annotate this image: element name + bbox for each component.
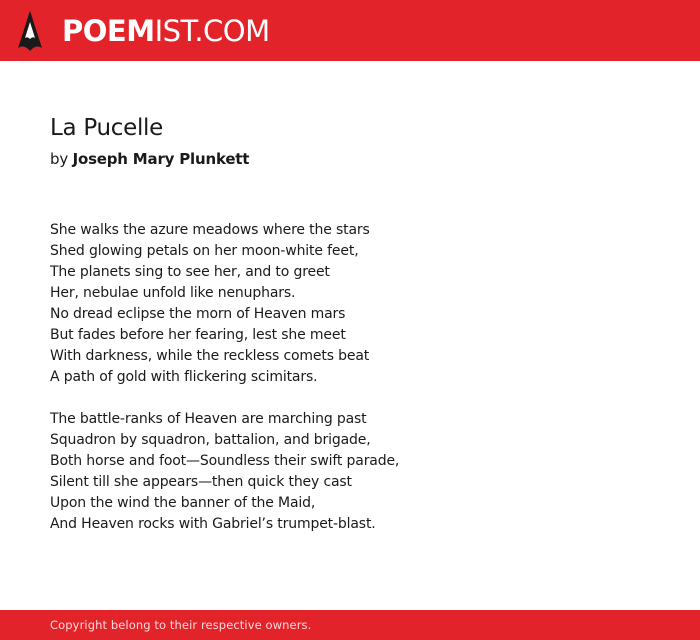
poem-line: With darkness, while the reckless comets beat bbox=[50, 348, 370, 364]
site-logo[interactable] bbox=[62, 12, 270, 50]
poem-line: But fades before her fearing, lest she meet bbox=[50, 327, 346, 343]
site-footer bbox=[0, 610, 700, 640]
pencil-icon[interactable] bbox=[17, 10, 43, 52]
poem-line: Shed glowing petals on her moon-white feet, bbox=[50, 243, 359, 259]
poem-line: The planets sing to see her, and to greet bbox=[50, 264, 330, 280]
poem-line: Squadron by squadron, battalion, and brigade, bbox=[50, 432, 371, 448]
poem-body bbox=[50, 220, 650, 556]
author-name[interactable]: Joseph Mary Plunkett bbox=[72, 150, 250, 168]
site-header bbox=[0, 0, 700, 61]
stanza bbox=[50, 409, 650, 535]
poem-line: Both horse and foot—Soundless their swift parade, bbox=[50, 453, 400, 469]
poem-title: La Pucelle bbox=[50, 115, 163, 141]
poem-line: Upon the wind the banner of the Maid, bbox=[50, 495, 316, 511]
poem-line: A path of gold with flickering scimitars. bbox=[50, 369, 318, 385]
poem-byline bbox=[50, 150, 249, 168]
poem-line: Her, nebulae unfold like nenuphars. bbox=[50, 285, 296, 301]
poem-line: No dread eclipse the morn of Heaven mars bbox=[50, 306, 346, 322]
poem-line: And Heaven rocks with Gabriel’s trumpet-blast. bbox=[50, 516, 376, 532]
logo-text-light: IST.COM bbox=[154, 14, 270, 48]
poem-line: The battle-ranks of Heaven are marching past bbox=[50, 411, 367, 427]
copyright-text: Copyright belong to their respective owners. bbox=[50, 618, 312, 632]
poem-line: Silent till she appears—then quick they cast bbox=[50, 474, 352, 490]
logo-text-bold: POEM bbox=[62, 14, 155, 48]
stanza bbox=[50, 220, 650, 388]
poem-line: She walks the azure meadows where the stars bbox=[50, 222, 370, 238]
byline-prefix: by bbox=[50, 150, 68, 168]
